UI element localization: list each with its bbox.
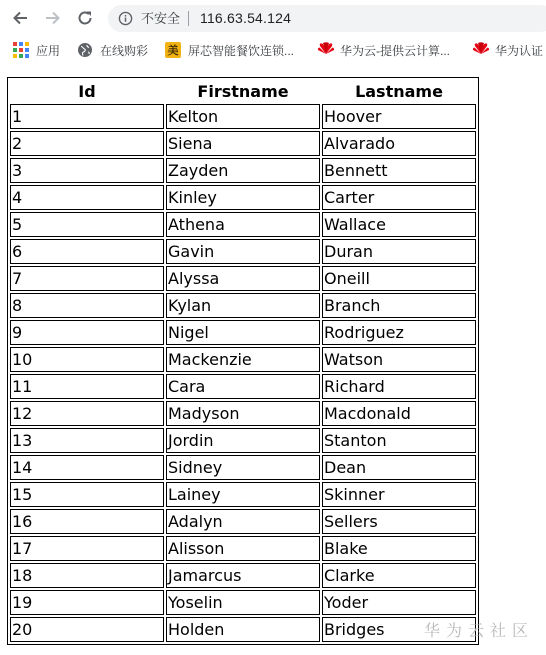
back-button[interactable] (9, 7, 31, 29)
bookmark-label: 屏芯智能餐饮连锁... (188, 43, 295, 58)
cell-firstname: Adalyn (166, 509, 320, 534)
cell-firstname: Nigel (166, 320, 320, 345)
huawei-icon (472, 42, 488, 58)
cell-id: 18 (10, 563, 164, 588)
people-table (7, 77, 479, 645)
cell-lastname: Rodriguez (322, 320, 476, 345)
cell-id: 20 (10, 617, 164, 642)
cell-lastname: Branch (322, 293, 476, 318)
cell-firstname: Siena (166, 131, 320, 156)
reload-button[interactable] (74, 7, 96, 29)
cell-firstname: Jamarcus (166, 563, 320, 588)
info-icon[interactable] (118, 11, 133, 26)
bookmark-label: 应用 (36, 43, 61, 58)
table-row (10, 617, 476, 642)
browser-toolbar (0, 0, 546, 36)
bookmark-pingxin[interactable] (165, 41, 294, 59)
arrow-left-icon (11, 9, 29, 27)
apps-grid-icon (13, 42, 29, 58)
bookmark-apps[interactable] (13, 41, 60, 59)
cell-id: 9 (10, 320, 164, 345)
cell-id: 2 (10, 131, 164, 156)
table-row (10, 212, 476, 237)
cell-lastname: Dean (322, 455, 476, 480)
cell-firstname: Kinley (166, 185, 320, 210)
cell-firstname: Alisson (166, 536, 320, 561)
table-header-row (10, 80, 476, 102)
reload-icon (76, 9, 94, 27)
cell-id: 16 (10, 509, 164, 534)
table-row (10, 590, 476, 615)
table-row (10, 158, 476, 183)
cell-firstname: Mackenzie (166, 347, 320, 372)
table-row (10, 131, 476, 156)
cell-lastname: Sellers (322, 509, 476, 534)
table-row (10, 482, 476, 507)
cell-id: 5 (10, 212, 164, 237)
cell-firstname: Kylan (166, 293, 320, 318)
address-bar[interactable] (108, 5, 546, 32)
cell-id: 14 (10, 455, 164, 480)
cell-firstname: Gavin (166, 239, 320, 264)
cell-lastname: Macdonald (322, 401, 476, 426)
cell-id: 13 (10, 428, 164, 453)
cell-firstname: Zayden (166, 158, 320, 183)
cell-lastname: Blake (322, 536, 476, 561)
cell-lastname: Carter (322, 185, 476, 210)
cell-firstname: Kelton (166, 104, 320, 129)
table-row (10, 563, 476, 588)
cell-id: 15 (10, 482, 164, 507)
cell-id: 12 (10, 401, 164, 426)
arrow-right-icon (44, 9, 62, 27)
cell-firstname: Jordin (166, 428, 320, 453)
cell-id: 3 (10, 158, 164, 183)
bookmark-label: 华为认证 (495, 43, 544, 58)
cell-lastname: Bridges (322, 617, 476, 642)
cell-id: 19 (10, 590, 164, 615)
bookmark-label: 华为云-提供云计算... (340, 43, 450, 58)
table-row (10, 185, 476, 210)
forward-button[interactable] (42, 7, 64, 29)
cell-id: 1 (10, 104, 164, 129)
cell-id: 11 (10, 374, 164, 399)
cell-firstname: Holden (166, 617, 320, 642)
table-row (10, 455, 476, 480)
table-row (10, 347, 476, 372)
table-row (10, 239, 476, 264)
table-row (10, 266, 476, 291)
cell-id: 7 (10, 266, 164, 291)
cell-id: 8 (10, 293, 164, 318)
cell-lastname: Richard (322, 374, 476, 399)
globe-icon (77, 42, 93, 58)
cell-lastname: Hoover (322, 104, 476, 129)
column-header-firstname: Firstname (197, 81, 289, 101)
cell-firstname: Cara (166, 374, 320, 399)
cell-firstname: Madyson (166, 401, 320, 426)
cell-lastname: Oneill (322, 266, 476, 291)
column-header-lastname: Lastname (355, 81, 443, 101)
cell-id: 6 (10, 239, 164, 264)
cell-firstname: Athena (166, 212, 320, 237)
cell-lastname: Stanton (322, 428, 476, 453)
cell-lastname: Clarke (322, 563, 476, 588)
table-row (10, 536, 476, 561)
cell-lastname: Watson (322, 347, 476, 372)
table-row (10, 401, 476, 426)
huawei-icon (317, 42, 333, 58)
cell-lastname: Yoder (322, 590, 476, 615)
table-row (10, 293, 476, 318)
cell-lastname: Bennett (322, 158, 476, 183)
cell-lastname: Skinner (322, 482, 476, 507)
cell-lastname: Alvarado (322, 131, 476, 156)
bookmark-label: 在线购彩 (100, 43, 149, 58)
mei-icon: 美 (165, 42, 181, 58)
table-row (10, 428, 476, 453)
address-divider (188, 11, 189, 26)
table-row (10, 320, 476, 345)
security-label[interactable]: 不安全 (141, 11, 181, 26)
cell-firstname: Alyssa (166, 266, 320, 291)
cell-id: 17 (10, 536, 164, 561)
bookmark-online-lottery[interactable] (77, 41, 148, 59)
column-header-id: Id (78, 81, 96, 101)
cell-id: 4 (10, 185, 164, 210)
bookmark-huawei-cert[interactable] (472, 41, 543, 59)
table-row (10, 104, 476, 129)
cell-lastname: Duran (322, 239, 476, 264)
table-row (10, 374, 476, 399)
cell-firstname: Sidney (166, 455, 320, 480)
cell-firstname: Yoselin (166, 590, 320, 615)
bookmarks-bar (0, 36, 546, 65)
watermark: 华为云社区 (423, 621, 534, 640)
page-content (0, 65, 546, 655)
url-text[interactable]: 116.63.54.124 (200, 10, 292, 26)
table-row (10, 509, 476, 534)
bookmark-huawei-cloud[interactable] (317, 41, 450, 59)
cell-firstname: Lainey (166, 482, 320, 507)
cell-lastname: Wallace (322, 212, 476, 237)
cell-id: 10 (10, 347, 164, 372)
